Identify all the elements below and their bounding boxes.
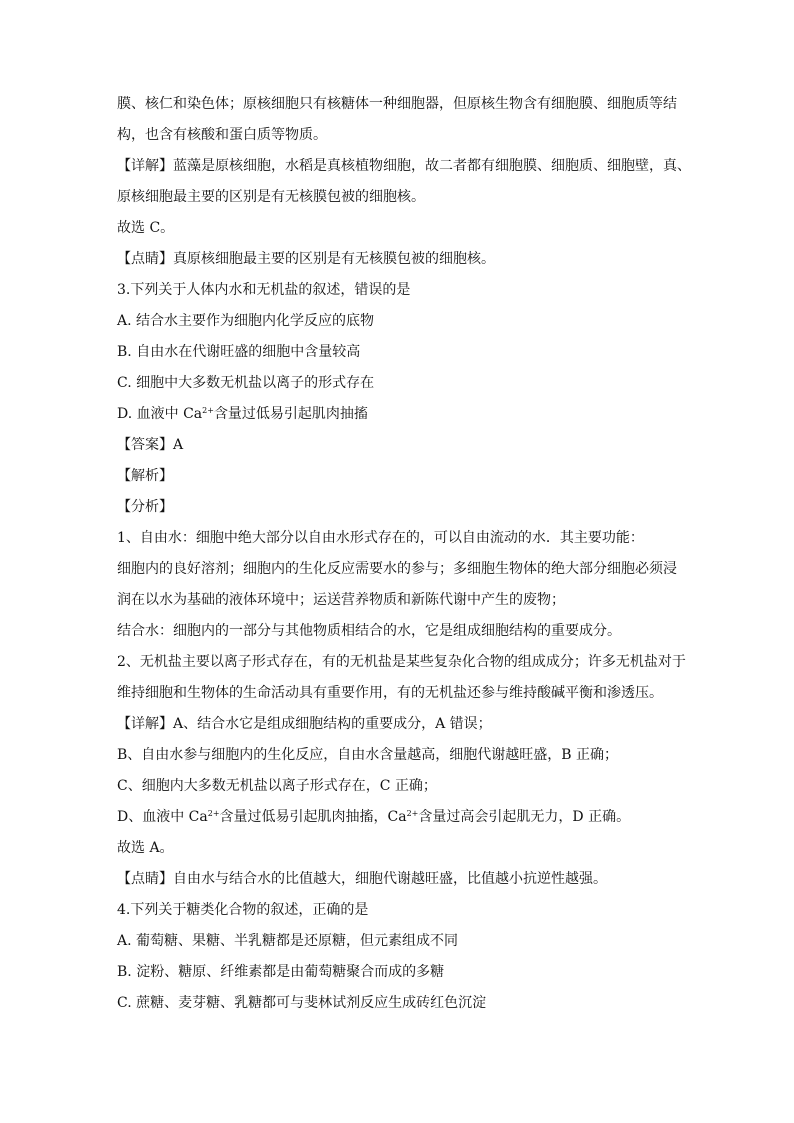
option-a: A. 结合水主要作为细胞内化学反应的底物 — [117, 313, 375, 329]
section-heading: 【分析】 — [117, 499, 173, 515]
text-line: 【点睛】自由水与结合水的比值越大，细胞代谢越旺盛，比值越小抗逆性越强。 — [117, 871, 607, 887]
text-line: 膜、核仁和染色体；原核细胞只有核糖体一种细胞器，但原核生物含有细胞膜、细胞质等结 — [117, 96, 677, 112]
option-d — [117, 407, 368, 422]
text-line: 【详解】蓝藻是原核细胞，水稻是真核植物细胞，故二者都有细胞膜、细胞质、细胞壁，真、 — [117, 158, 691, 174]
question-stem: 4.下列关于糖类化合物的叙述，正确的是 — [117, 902, 369, 918]
section-heading: 【解析】 — [117, 468, 173, 484]
option-c: C. 蔗糖、麦芽糖、乳糖都可与斐林试剂反应生成砖红色沉淀 — [117, 995, 487, 1011]
text-line: 1、自由水：细胞中绝大部分以自由水形式存在的，可以自由流动的水．其主要功能： — [117, 530, 644, 546]
text-run: 含量过低易引起肌肉抽搐，Ca — [219, 809, 407, 825]
text-line: 细胞内的良好溶剂；细胞内的生化反应需要水的参与；多细胞生物体的绝大部分细胞必须浸 — [117, 561, 677, 577]
answer-line: 【答案】A — [117, 437, 184, 453]
text-run: D. 血液中 Ca — [117, 406, 203, 422]
option-b: B. 淀粉、糖原、纤维素都是由葡萄糖聚合而成的多糖 — [117, 964, 445, 980]
text-line: 结合水：细胞内的一部分与其他物质相结合的水，它是组成细胞结构的重要成分。 — [117, 623, 621, 639]
text-line: B、自由水参与细胞内的生化反应，自由水含量越高，细胞代谢越旺盛，B 正确； — [117, 747, 619, 763]
text-line: 构，也含有核酸和蛋白质等物质。 — [117, 127, 327, 143]
text-line: 故选 C。 — [117, 220, 175, 236]
text-line: 【详解】A、结合水它是组成细胞结构的重要成分，A 错误； — [117, 716, 492, 732]
text-line: 原核细胞最主要的区别是有无核膜包被的细胞核。 — [117, 189, 425, 205]
option-a: A. 葡萄糖、果糖、半乳糖都是还原糖，但元素组成不同 — [117, 933, 459, 949]
option-c: C. 细胞中大多数无机盐以离子的形式存在 — [117, 375, 375, 391]
option-b: B. 自由水在代谢旺盛的细胞中含量较高 — [117, 344, 361, 360]
text-line: 润在以水为基础的液体环境中；运送营养物质和新陈代谢中产生的废物； — [117, 592, 565, 608]
text-line: 【点睛】真原核细胞最主要的区别是有无核膜包被的细胞核。 — [117, 251, 495, 267]
text-run: 含量过高会引起肌无力，D 正确。 — [418, 809, 631, 825]
text-run: 含量过低易引起肌肉抽搐 — [213, 406, 368, 422]
text-line: C、细胞内大多数无机盐以离子形式存在，C 正确； — [117, 778, 437, 794]
question-stem: 3.下列关于人体内水和无机盐的叙述，错误的是 — [117, 282, 411, 298]
text-line: 故选 A。 — [117, 840, 174, 856]
text-run: D、血液中 Ca — [117, 809, 208, 825]
superscript: 2+ — [202, 406, 214, 415]
superscript: 2+ — [406, 809, 419, 818]
text-line: 维持细胞和生物体的生命活动具有重要作用，有的无机盐还参与维持酸碱平衡和渗透压。 — [117, 685, 663, 701]
superscript: 2+ — [207, 809, 220, 818]
text-line: 2、无机盐主要以离子形式存在，有的无机盐是某些复杂化合物的组成成分；许多无机盐对于 — [117, 654, 686, 670]
text-line — [117, 810, 630, 825]
